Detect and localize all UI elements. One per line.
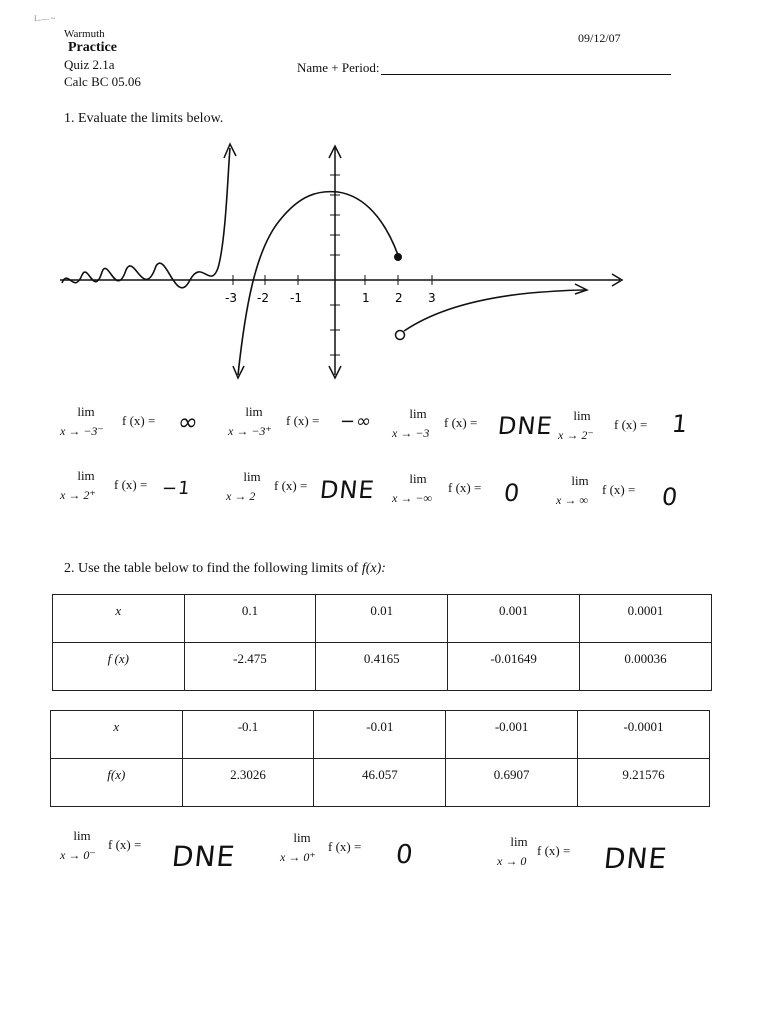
table-cell: 0.001 — [448, 595, 580, 643]
lim-word: lim — [409, 471, 427, 486]
lim-fx: f (x) = — [122, 413, 156, 428]
lim-fx: f (x) = — [274, 478, 308, 493]
lim-subscript: x → −3 — [392, 426, 430, 440]
table-cell: 0.0001 — [580, 595, 712, 643]
lim-word: lim — [73, 828, 91, 843]
corner-scribble: L.— ~ — [34, 14, 56, 23]
lim-word: lim — [77, 468, 95, 483]
course-label: Calc BC 05.06 — [64, 74, 141, 89]
lim-word: lim — [293, 830, 311, 845]
closed-dot — [394, 253, 402, 261]
lim-fx: f (x) = — [286, 413, 320, 428]
lim-word: lim — [243, 469, 261, 484]
lim-word: lim — [571, 473, 589, 488]
answer-q2-a[interactable]: DNE — [170, 840, 237, 873]
answer-q1-f[interactable]: DNE — [318, 476, 377, 504]
table-positive-x — [52, 594, 712, 691]
curve-left-oscillation — [62, 148, 230, 288]
name-period-blank[interactable] — [381, 60, 671, 75]
question-1-prompt: 1. Evaluate the limits below. — [64, 111, 224, 126]
table-cell: -2.475 — [184, 643, 316, 691]
question-2-fx: f(x): — [361, 561, 386, 576]
table-row — [53, 595, 712, 643]
lim-fx: f (x) = — [614, 417, 648, 432]
lim-subscript: x → −∞ — [392, 491, 432, 505]
lim-fx: f (x) = — [114, 477, 148, 492]
tick-label-neg1: -1 — [290, 291, 302, 305]
question-2-prompt — [64, 561, 386, 577]
tick-label-neg2: -2 — [257, 291, 269, 305]
table-cell: 0.6907 — [446, 759, 578, 807]
table-cell: f(x) — [51, 759, 183, 807]
lim-subscript: x → 2⁻ — [558, 428, 594, 442]
lim-fx: f (x) = — [108, 837, 142, 852]
tick-label-3: 3 — [428, 291, 436, 305]
lim-subscript: x → 2⁺ — [60, 488, 96, 502]
table-cell: 9.21576 — [578, 759, 710, 807]
answer-q1-d[interactable]: 1 — [670, 410, 690, 438]
answer-q1-b[interactable]: −∞ — [338, 411, 374, 432]
lim-word: lim — [573, 408, 591, 423]
table-cell: -0.001 — [446, 711, 578, 759]
table-cell: f (x) — [53, 643, 185, 691]
table-cell: x — [53, 595, 185, 643]
quiz-label: Quiz 2.1a — [64, 57, 115, 72]
answer-q1-c[interactable]: DNE — [496, 412, 555, 440]
curve-middle — [238, 192, 398, 375]
lim-fx: f (x) = — [328, 839, 362, 854]
answer-q2-b[interactable]: 0 — [394, 840, 416, 870]
lim-subscript: x → 2 — [226, 489, 256, 503]
lim-fx: f (x) = — [444, 415, 478, 430]
table-row — [53, 643, 712, 691]
lim-subscript: x → 0 — [497, 854, 527, 868]
tick-label-neg3: -3 — [225, 291, 237, 305]
table-cell: 46.057 — [314, 759, 446, 807]
answer-q2-c[interactable]: DNE — [602, 842, 669, 875]
table-cell: 0.00036 — [580, 643, 712, 691]
lim-fx: f (x) = — [537, 843, 571, 858]
table-cell: -0.0001 — [578, 711, 710, 759]
lim-subscript: x → 0⁺ — [280, 850, 316, 864]
page-title: Practice — [68, 40, 117, 55]
lim-word: lim — [510, 834, 528, 849]
answer-q1-h[interactable]: 0 — [660, 483, 680, 511]
table-cell: 0.1 — [184, 595, 316, 643]
table-row — [51, 711, 710, 759]
lim-word: lim — [245, 404, 263, 419]
lim-word: lim — [409, 406, 427, 421]
answer-q1-e[interactable]: −1 — [160, 478, 192, 499]
lim-subscript: x → ∞ — [556, 493, 588, 507]
name-period-field[interactable] — [297, 60, 671, 75]
lim-subscript: x → −3⁻ — [60, 424, 104, 438]
curve-right-arrow — [575, 284, 587, 294]
question-2-text: 2. Use the table below to find the following limits of — [64, 561, 362, 576]
answer-q1-g[interactable]: 0 — [502, 479, 522, 507]
lim-subscript: x → 0⁻ — [60, 848, 96, 862]
table-cell: 2.3026 — [182, 759, 314, 807]
name-period-label: Name + Period: — [297, 60, 380, 75]
date: 09/12/07 — [578, 31, 621, 45]
lim-subscript: x → −3⁺ — [228, 424, 272, 438]
lim-word: lim — [77, 404, 95, 419]
open-dot — [396, 331, 405, 340]
function-graph — [40, 130, 640, 390]
teacher-name: Warmuth — [64, 28, 105, 40]
lim-fx: f (x) = — [448, 480, 482, 495]
tick-label-1: 1 — [362, 291, 370, 305]
table-cell: -0.01649 — [448, 643, 580, 691]
table-cell: 0.4165 — [316, 643, 448, 691]
table-cell: -0.1 — [182, 711, 314, 759]
table-cell: 0.01 — [316, 595, 448, 643]
table-row — [51, 759, 710, 807]
tick-label-2: 2 — [395, 291, 403, 305]
table-negative-x — [50, 710, 710, 807]
lim-fx: f (x) = — [602, 482, 636, 497]
answer-q1-a[interactable]: ∞ — [176, 408, 201, 436]
table-cell: -0.01 — [314, 711, 446, 759]
table-cell: x — [51, 711, 183, 759]
